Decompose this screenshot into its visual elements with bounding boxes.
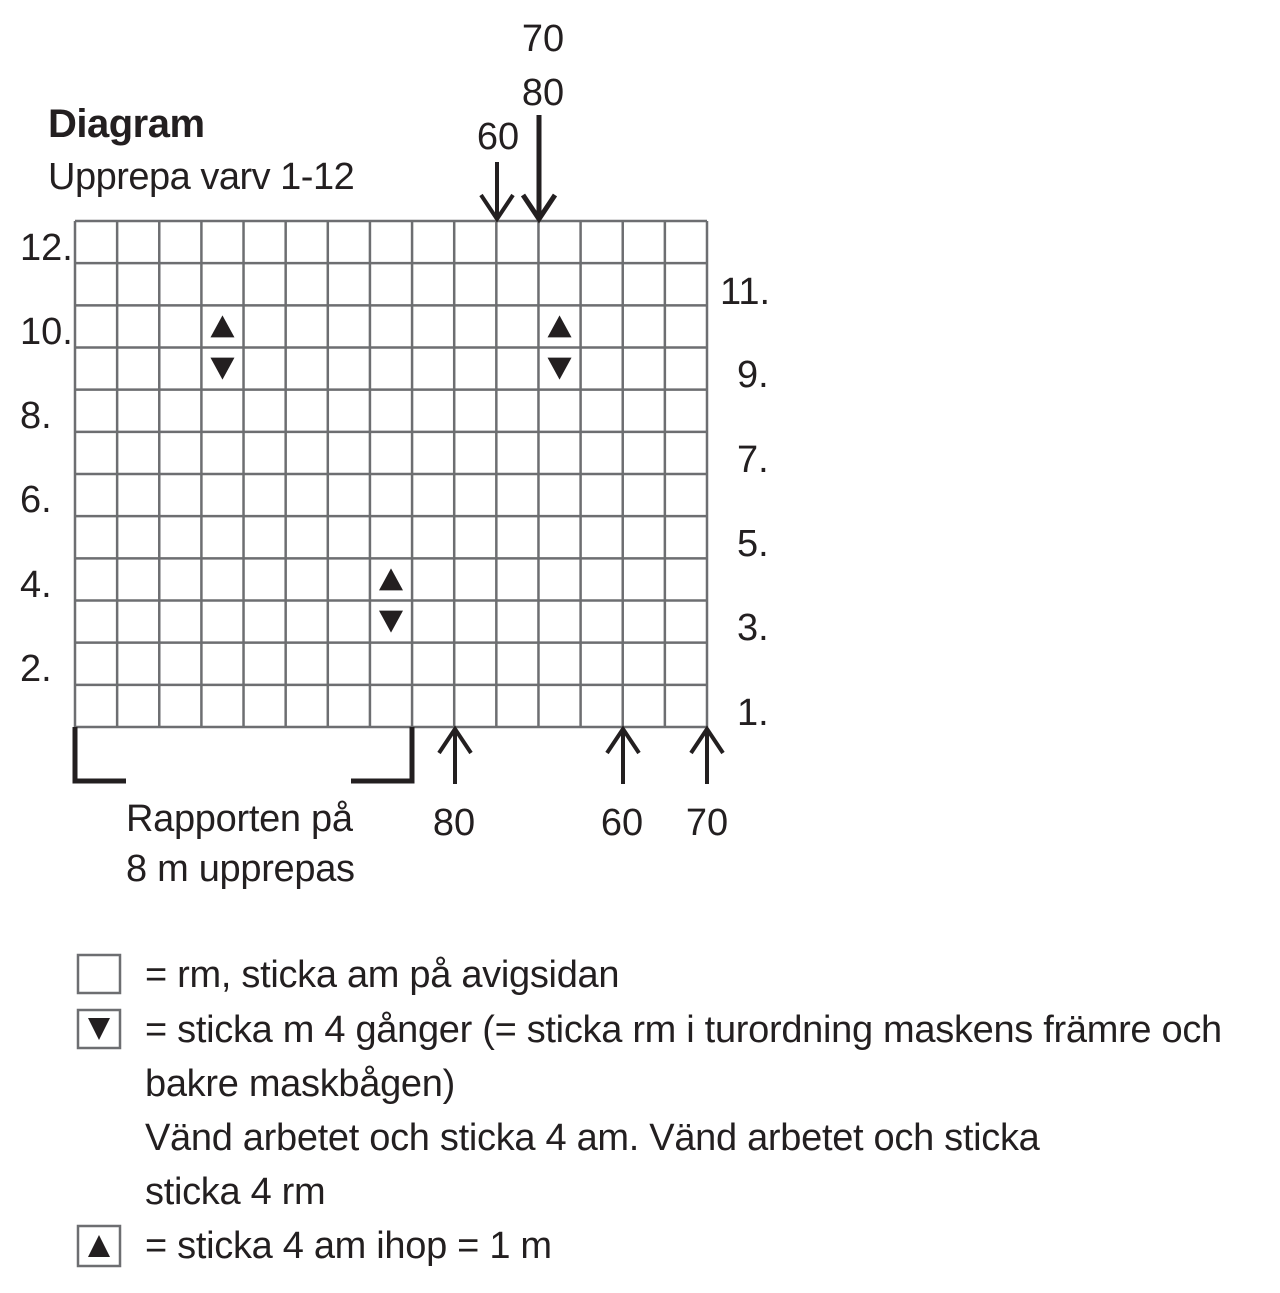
bottom-arrow-70 — [691, 729, 723, 784]
row-label-4: 4. — [20, 564, 52, 606]
legend-down-text-2: bakre maskbågen) — [145, 1063, 455, 1105]
top-size-label-60: 60 — [476, 116, 520, 158]
diagram-title: Diagram — [48, 102, 205, 146]
repeat-note-line-1: Rapporten på — [126, 798, 353, 840]
row-label-1: 1. — [737, 692, 769, 734]
bottom-arrow-80 — [439, 729, 471, 784]
down-triangle-icon — [78, 1010, 120, 1048]
repeat-note-line-2: 8 m upprepas — [126, 848, 355, 890]
top-size-label-80: 80 — [521, 72, 565, 114]
legend-down-text-4: sticka 4 rm — [145, 1171, 326, 1213]
legend-down-text-1: = sticka m 4 gånger (= sticka rm i turordning maskens främre och — [145, 1009, 1222, 1051]
chart-grid — [75, 221, 707, 727]
down-triangle-symbol — [379, 611, 403, 633]
top-arrow-70-80 — [523, 115, 555, 219]
row-label-11: 11. — [720, 271, 771, 313]
row-label-8: 8. — [20, 395, 52, 437]
row-label-10: 10. — [20, 311, 73, 353]
row-label-12: 12. — [20, 227, 73, 269]
top-size-label-70: 70 — [521, 18, 565, 60]
legend-down-text-3: Vänd arbetet och sticka 4 am. Vänd arbetet och sticka — [145, 1117, 1040, 1159]
empty-square-icon — [78, 955, 120, 993]
legend-up-text: = sticka 4 am ihop = 1 m — [145, 1225, 552, 1267]
bottom-size-label-80: 80 — [432, 802, 476, 844]
diagram-subtitle: Upprepa varv 1-12 — [48, 156, 355, 198]
up-triangle-icon — [78, 1226, 120, 1266]
repeat-bracket — [75, 727, 412, 781]
row-label-2: 2. — [20, 648, 52, 690]
row-label-5: 5. — [737, 523, 769, 565]
bottom-arrow-60 — [607, 729, 639, 784]
legend-empty-text: = rm, sticka am på avigsidan — [145, 954, 620, 996]
row-label-6: 6. — [20, 479, 52, 521]
up-triangle-symbol — [379, 568, 403, 590]
top-arrow-60 — [481, 162, 513, 219]
row-label-3: 3. — [737, 607, 769, 649]
up-triangle-symbol — [548, 315, 572, 337]
row-label-9: 9. — [737, 354, 769, 396]
down-triangle-symbol — [548, 358, 572, 380]
bottom-size-label-60: 60 — [600, 802, 644, 844]
bottom-size-label-70: 70 — [685, 802, 729, 844]
down-triangle-symbol — [210, 358, 234, 380]
up-triangle-symbol — [210, 315, 234, 337]
row-label-7: 7. — [737, 439, 769, 481]
